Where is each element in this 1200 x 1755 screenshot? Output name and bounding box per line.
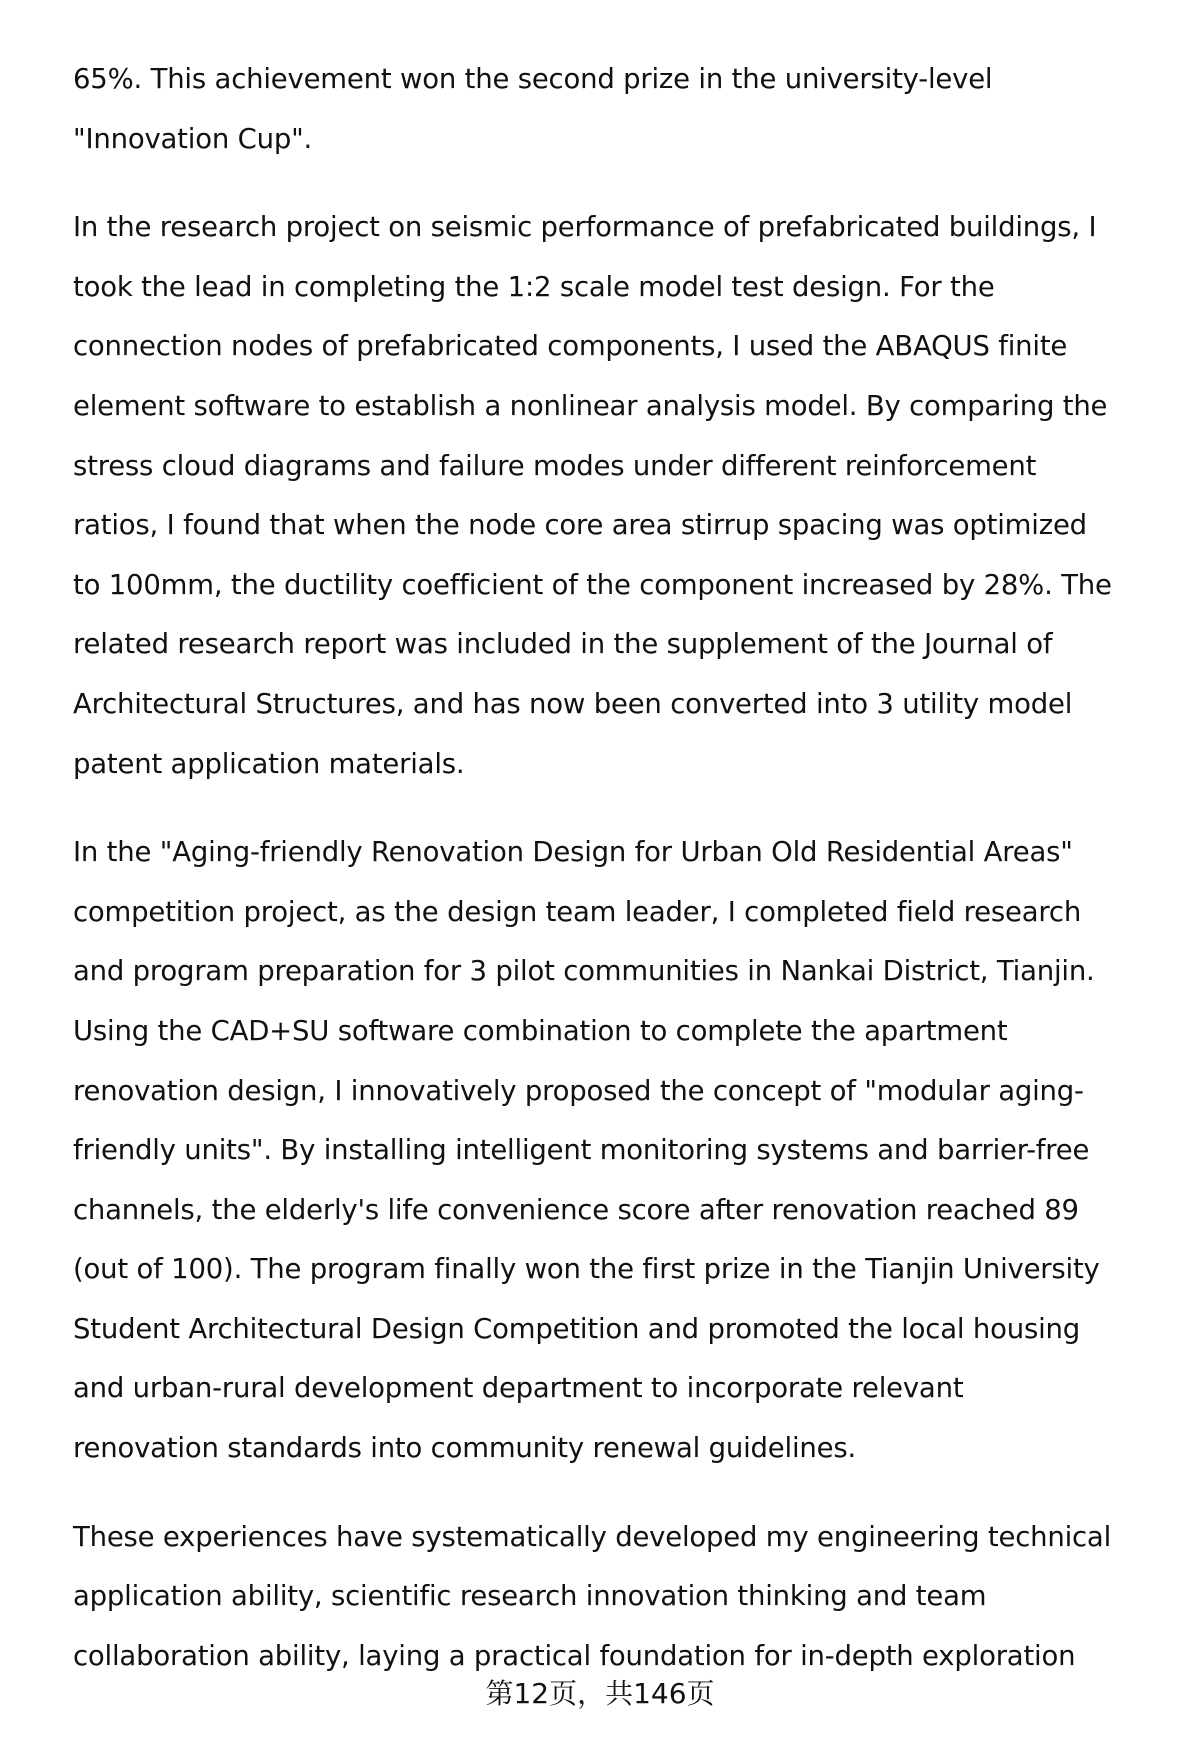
text-line: Architectural Structures, and has now been converted into 3 utility model [73, 687, 1073, 720]
paragraph [73, 198, 1173, 794]
text-line: In the "Aging-friendly Renovation Design for Urban Old Residential Areas" [73, 836, 1073, 869]
text-line: These experiences have systematically developed my engineering technical [73, 1520, 1112, 1553]
text-line: connection nodes of prefabricated components, I used the ABAQUS finite [73, 330, 1068, 363]
text-line: channels, the elderly's life convenience score after renovation reached 89 [73, 1193, 1079, 1226]
text-line: (out of 100). The program finally won the first prize in the Tianjin University [73, 1253, 1100, 1286]
text-line: to 100mm, the ductility coefficient of the component increased by 28%. The [73, 568, 1112, 601]
text-line: application ability, scientific research innovation thinking and team [73, 1580, 987, 1613]
paragraph [73, 1508, 1173, 1687]
text-line: collaboration ability, laying a practical foundation for in-depth exploration [73, 1639, 1076, 1672]
text-line: element software to establish a nonlinear analysis model. By comparing the [73, 389, 1108, 422]
text-line: patent application materials. [73, 747, 465, 780]
text-line: and urban-rural development department to incorporate relevant [73, 1372, 964, 1405]
text-line: renovation design, I innovatively proposed the concept of "modular aging- [73, 1074, 1084, 1107]
text-line: ratios, I found that when the node core area stirrup spacing was optimized [73, 509, 1087, 542]
text-line: renovation standards into community renewal guidelines. [73, 1432, 856, 1465]
text-line: "Innovation Cup". [73, 122, 313, 155]
text-line: 65%. This achievement won the second prize in the university-level [73, 63, 993, 95]
text-line: stress cloud diagrams and failure modes under different reinforcement [73, 449, 1037, 482]
text-line: took the lead in completing the 1:2 scale model test design. For the [73, 270, 995, 303]
document-body [73, 50, 1173, 1715]
text-line: and program preparation for 3 pilot communities in Nankai District, Tianjin. [73, 955, 1095, 988]
page-number: 第12页，共146页 [485, 1677, 715, 1710]
text-line: friendly units". By installing intelligent monitoring systems and barrier-free [73, 1134, 1090, 1167]
text-line: related research report was included in the supplement of the Journal of [73, 628, 1053, 661]
text-line: Student Architectural Design Competition and promoted the local housing [73, 1312, 1080, 1345]
paragraph [73, 823, 1173, 1479]
text-line: In the research project on seismic performance of prefabricated buildings, I [73, 211, 1097, 244]
paragraph [73, 50, 1173, 169]
text-line: Using the CAD+SU software combination to complete the apartment [73, 1014, 1008, 1047]
text-line: competition project, as the design team leader, I completed field research [73, 895, 1082, 928]
